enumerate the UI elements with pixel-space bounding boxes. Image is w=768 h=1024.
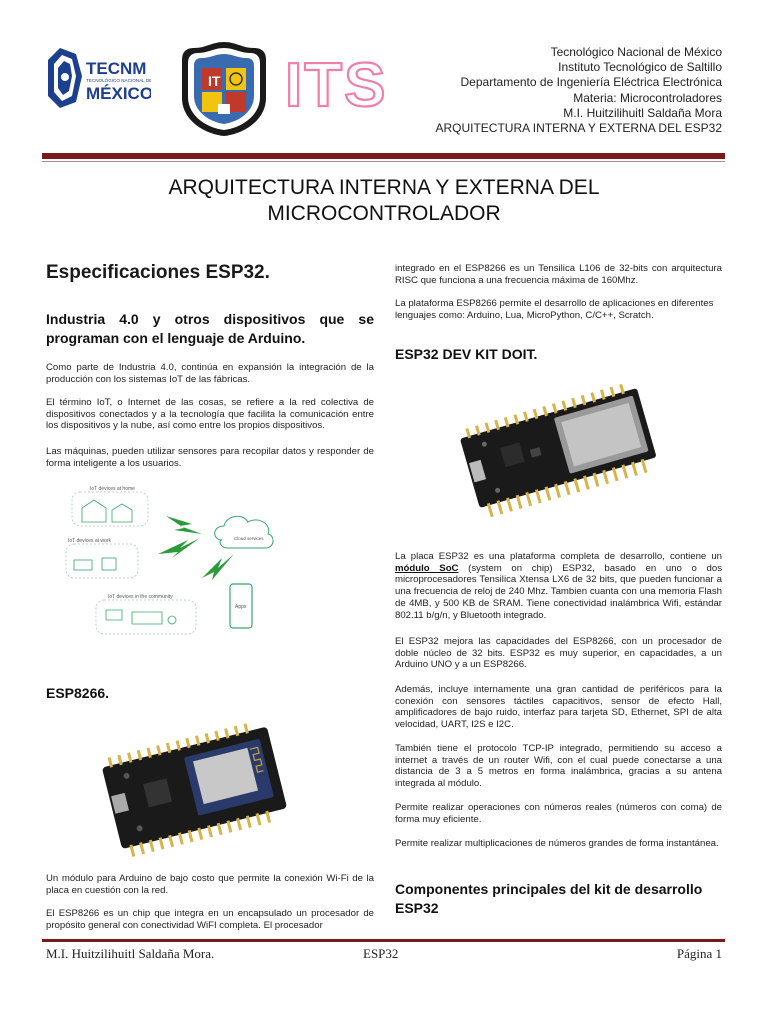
paragraph-esp32-board-intro: La placa ESP32 es una plataforma completa de desarrollo, contiene un [395, 551, 722, 562]
svg-text:Cloud services: Cloud services [234, 536, 264, 541]
svg-text:IoT devices at work: IoT devices at work [68, 538, 111, 544]
esp32-devkit-image [452, 372, 664, 522]
devkit-heading: ESP32 DEV KIT DOIT. [395, 346, 538, 362]
paragraph-esp32-improves: El ESP32 mejora las capacidades del ESP8266, con un procesador de doble núcleo de 32 bits. ESP32 es muy superior, en capacidades, a un Arduino UNO y a un ESP8266. [395, 636, 722, 671]
svg-text:TECNM: TECNM [86, 59, 147, 78]
header-rule-thick [42, 153, 725, 159]
svg-text:ITS: ITS [285, 51, 388, 112]
page-title-line1: ARQUITECTURA INTERNA Y EXTERNA DEL [168, 176, 600, 199]
soc-module-link[interactable]: módulo SoC [395, 562, 459, 574]
components-heading: Componentes principales del kit de desarrollo ESP32 [395, 881, 703, 916]
svg-text:IoT devices in the community: IoT devices in the community [108, 594, 173, 600]
header-subject: Materia: Microcontroladores [573, 91, 722, 105]
footer-author: M.I. Huitzilihuitl Saldaña Mora. [46, 946, 215, 961]
footer-subject: ESP32 [363, 946, 399, 961]
footer-rule [42, 939, 725, 942]
its-logo [283, 50, 395, 112]
header-professor: M.I. Huitzilihuitl Saldaña Mora [563, 106, 722, 120]
paragraph-platform: La plataforma ESP8266 permite el desarrollo de aplicaciones en diferentes lenguajes como: Arduino, Lua, MicroPython, C/C++, Scratch. [395, 298, 714, 321]
paragraph-esp32-board-rest: (system on chip) ESP32, basado en uno o dos microprocesadores Tensilica Xtensa LX6 de 32 bits, que pueden funcionar a una frecuencia de reloj de 240 Mhz. Tambien cuanta con una memoria Flash de 4MB, y 500 KB de SRAM. Tiene conectividad inalámbrica Wifi, estándar 802.11 b/g/n, y Bluetooth integrado. [395, 562, 723, 621]
svg-text:IT: IT [208, 73, 221, 89]
header-campus: Instituto Tecnológico de Saltillo [558, 60, 722, 74]
tecnm-logo [46, 46, 151, 112]
paragraph-tcpip: También tiene el protocolo TCP-IP integrado, permitiendo su acceso a internet a través de un router Wifi, con el cual puede conectarse a una distancia de 3 a 5 metros en forma inalámbrica, gracias a su antena integrada al módulo. [395, 743, 722, 790]
svg-text:IoT devices at home: IoT devices at home [90, 486, 135, 492]
tecnm-emblem-icon [46, 46, 151, 112]
paragraph-peripherals: Además, incluye internamente una gran cantidad de periféricos para la conexión con sensores táctiles capacitivos, sensor de efecto Hall, amplificadores de bajo ruido, interfaz para tarjeta SD, Ethernet, SPI de alta velocidad, UART, I2S e I2C. [395, 684, 722, 731]
paragraph-machines: Las máquinas, pueden utilizar sensores para recopilar datos y responder de forma inteligente a los usuarios. [46, 446, 374, 469]
paragraph-industry: Como parte de Industria 4.0, continúa en expansión la integración de la producción con los sistemas IoT de las fábricas. [46, 362, 374, 385]
page-title-line2: MICROCONTROLADOR [267, 202, 501, 225]
its-text-logo [283, 50, 395, 112]
industry-subheading: Industria 4.0 y otros dispositivos que se programan con el lenguaje de Arduino. [46, 311, 374, 346]
paragraph-esp32-board [395, 551, 722, 621]
specs-heading: Especificaciones ESP32. [46, 262, 270, 283]
footer-page-number: Página 1 [676, 946, 722, 961]
iot-diagram [62, 478, 312, 638]
phone-icon [230, 584, 252, 628]
svg-text:Apps: Apps [235, 604, 247, 610]
esp8266-heading: ESP8266. [46, 685, 110, 701]
header-rule-thin [42, 161, 725, 162]
header-department: Departamento de Ingeniería Eléctrica Electrónica [460, 75, 722, 89]
svg-text:MÉXICO: MÉXICO [86, 84, 151, 103]
header-institution: Tecnológico Nacional de México [550, 45, 722, 59]
paragraph-iot: El término IoT, o Internet de las cosas, se refiere a la red colectiva de dispositivos conectados y a la tecnología que facilita la comunicación entre los dispositivos y la nube, así como entre los propios dispositivos. [46, 397, 374, 432]
paragraph-real-numbers: Permite realizar operaciones con números reales (números con coma) de forma muy eficiente. [395, 802, 722, 825]
esp8266-board-image [88, 716, 300, 864]
paragraph-tensilica: integrado en el ESP8266 es un Tensilica L106 de 32-bits con arquitectura RISC que funciona a una frecuencia máxima de 160Mhz. [395, 263, 722, 286]
cloud-icon [215, 516, 273, 548]
svg-text:TECNOLÓGICO NACIONAL DE: TECNOLÓGICO NACIONAL DE [86, 78, 151, 83]
paragraph-multiplications: Permite realizar multiplicaciones de números grandes de forma instantánea. [395, 838, 719, 849]
header-topic: ARQUITECTURA INTERNA Y EXTERNA DEL ESP32 [435, 121, 722, 135]
its-seal-logo [178, 40, 270, 138]
shield-seal-icon [178, 40, 270, 138]
paragraph-module: Un módulo para Arduino de bajo costo que permite la conexión Wi-Fi de la placa en cuestión con la red. [46, 873, 374, 896]
paragraph-esp8266-chip: El ESP8266 es un chip que integra en un encapsulado un procesador de propósito general con conectividad WiFI completa. El procesador [46, 908, 374, 931]
